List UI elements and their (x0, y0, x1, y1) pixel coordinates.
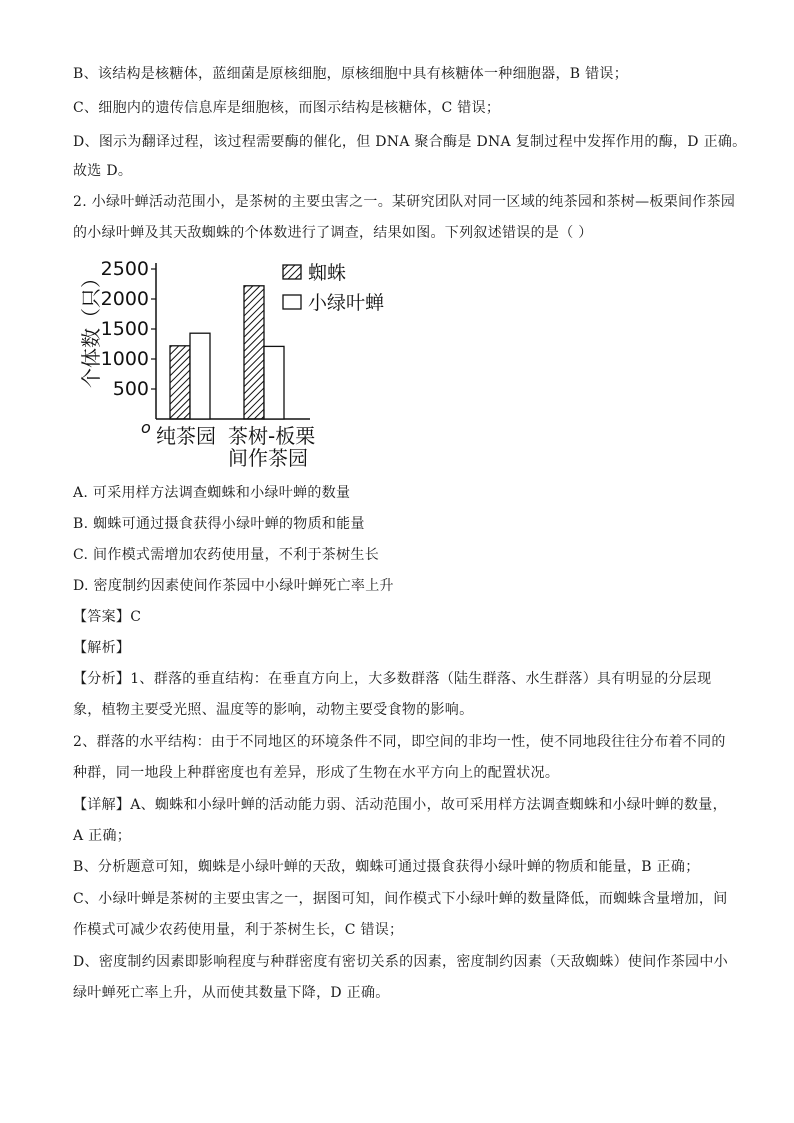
option-a: A. 可采用样方法调查蜘蛛和小绿叶蝉的数量 (73, 485, 351, 501)
question-2-stem-line2: 的小绿叶蝉及其天敌蜘蛛的个体数进行了调查，结果如图。下列叙述错误的是（ ） (73, 225, 593, 241)
y-axis-label: 个体数（只） (79, 268, 103, 388)
bar-leafhopper-0 (190, 333, 210, 419)
legend-swatch-0 (283, 265, 301, 279)
option-c: C. 间作模式需增加农药使用量，不利于茶树生长 (73, 547, 380, 563)
category-label-1: 间作茶园 (228, 446, 308, 470)
detail-line4: C、小绿叶蝉是茶树的主要虫害之一，据图可知，间作模式下小绿叶蝉的数量降低，而蜘蛛含量增加，间 (73, 891, 728, 907)
option-b: B. 蜘蛛可通过摄食获得小绿叶蝉的物质和能量 (73, 516, 365, 532)
y-tick-label: 1000 (100, 348, 149, 370)
bar-chart (78, 255, 408, 475)
origin-label: o (141, 418, 151, 437)
detail-line2: A 正确； (73, 828, 132, 844)
question-2-stem-line1: 2. 小绿叶蝉活动范围小，是茶树的主要虫害之一。某研究团队对同一区域的纯茶园和茶树—板栗间作茶园 (73, 194, 736, 210)
explanation-d: D、图示为翻译过程，该过程需要酶的催化，但 DNA 聚合酶是 DNA 复制过程中发挥作用的酶，D 正确。 (73, 134, 747, 150)
detail-line5: 作模式可减少农药使用量，利于茶树生长，C 错误； (73, 922, 404, 938)
y-tick-label: 2000 (100, 288, 149, 310)
legend-label-1: 小绿叶蝉 (308, 292, 385, 314)
bar-spider-1 (244, 286, 264, 419)
detail-line6: D、密度制约因素即影响程度与种群密度有密切关系的因素，密度制约因素（天敌蜘蛛）使间作茶园中小 (73, 954, 729, 970)
category-label-0: 纯茶园 (156, 424, 216, 448)
legend-label-0: 蜘蛛 (308, 262, 347, 284)
category-label-1: 茶树-板栗 (228, 424, 316, 448)
option-d: D. 密度制约因素使间作茶园中小绿叶蝉死亡率上升 (73, 578, 394, 594)
bar-leafhopper-1 (264, 346, 284, 419)
analysis-line3: 2、群落的水平结构：由于不同地区的环境条件不同，即空间的非均一性，使不同地段往往分布着不同的 (73, 734, 726, 750)
bar-chart-svg (78, 255, 408, 475)
y-tick-label: 2500 (100, 258, 149, 280)
explanation-c: C、细胞内的遗传信息库是细胞核，而图示结构是核糖体，C 错误； (73, 100, 501, 116)
y-tick-label: 1500 (100, 318, 149, 340)
detail-line7: 绿叶蝉死亡率上升，从而使其数量下降，D 正确。 (73, 985, 390, 1001)
detail-line1: 【详解】A、蜘蛛和小绿叶蝉的活动能力弱、活动范围小，故可采用样方法调查蜘蛛和小绿叶蝉的数量， (73, 797, 727, 813)
answer-choice-d: 故选 D。 (73, 163, 133, 179)
analysis-line2: 象，植物主要受光照、温度等的影响，动物主要受食物的影响。 (73, 702, 474, 718)
answer-label: 【答案】C (73, 609, 142, 625)
analysis-line1: 【分析】1、群落的垂直结构：在垂直方向上，大多数群落（陆生群落、水生群落）具有明显的分层现 (73, 671, 712, 687)
detail-line3: B、分析题意可知，蜘蛛是小绿叶蝉的天敌，蜘蛛可通过摄食获得小绿叶蝉的物质和能量，B 正确； (73, 859, 700, 875)
analysis-line4: 种群，同一地段上种群密度也有差异，形成了生物在水平方向上的配置状况。 (73, 765, 560, 781)
y-tick-label: 500 (112, 378, 149, 400)
legend-swatch-1 (283, 295, 301, 309)
explanation-b: B、该结构是核糖体，蓝细菌是原核细胞，原核细胞中具有核糖体一种细胞器，B 错误； (73, 66, 629, 82)
bar-spider-0 (170, 346, 190, 419)
analysis-label: 【解析】 (73, 640, 131, 656)
